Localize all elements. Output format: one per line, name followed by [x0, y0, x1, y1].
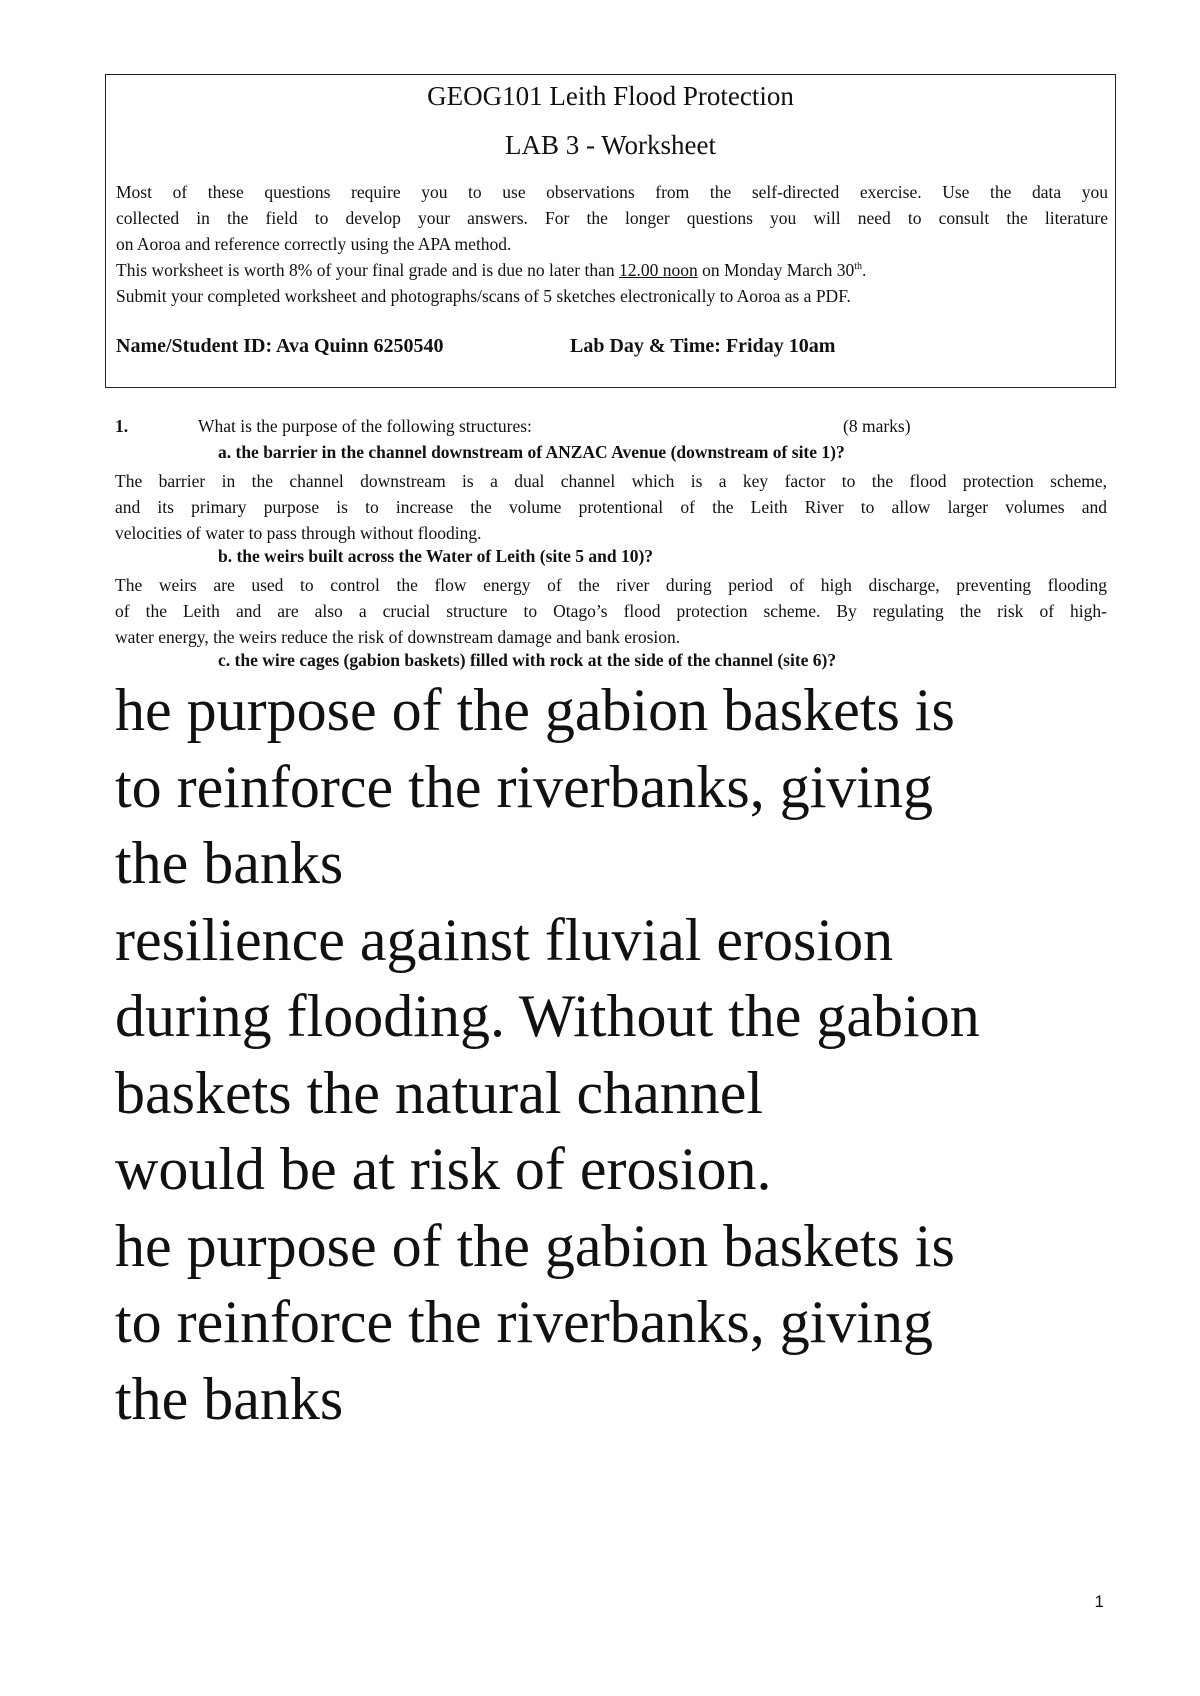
worksheet-subtitle: LAB 3 - Worksheet	[504, 130, 717, 160]
answer-line: velocities of water to pass through without flooding.	[115, 523, 482, 543]
sub-question-b: b. the weirs built across the Water of Leith (site 5 and 10)?	[218, 546, 654, 566]
answer-c-line: during flooding. Without the gabion	[115, 983, 980, 1049]
lab-day-time: Lab Day & Time: Friday 10am	[570, 335, 836, 357]
question-text: What is the purpose of the following structures:	[198, 416, 532, 436]
instructions-line: collected in the field to develop your answers. For the longer questions you will need to consult the literature	[116, 208, 1108, 228]
grade-notice-prefix: This worksheet is worth 8% of your final grade and is due no later than	[116, 260, 619, 280]
deadline-time: 12.00 noon	[619, 260, 698, 280]
answer-c-line: baskets the natural channel	[115, 1059, 764, 1126]
answer-c-line: would be at risk of erosion.	[115, 1136, 772, 1202]
answer-line: The weirs are used to control the flow energy of the river during period of high discharge, preventing flooding	[115, 575, 1107, 595]
answer-line: of the Leith and are also a crucial structure to Otago’s flood protection scheme. By regulating the risk of high-	[115, 601, 1107, 621]
grade-notice-suffix: on Monday March 30	[697, 260, 855, 280]
answer-c	[115, 672, 1115, 1437]
answer-line: and its primary purpose is to increase the volume protentional of the Leith River to allow larger volumes and	[115, 497, 1107, 517]
grade-notice	[116, 257, 1108, 283]
answer-c-line: to reinforce the riverbanks, giving	[115, 1289, 934, 1355]
answer-c-line: resilience against fluvial erosion	[115, 906, 894, 973]
question-number: 1.	[115, 416, 129, 436]
answer-c-line: he purpose of the gabion baskets is	[115, 677, 955, 743]
instructions-line: on Aoroa and reference correctly using the APA method.	[116, 234, 512, 254]
worksheet-header-box	[105, 74, 1116, 388]
instructions-paragraph	[116, 179, 1108, 257]
student-id: Name/Student ID: Ava Quinn 6250540	[116, 335, 444, 357]
question-marks: (8 marks)	[843, 416, 911, 436]
page-number: 1	[1094, 1592, 1104, 1611]
answer-c-line: the banks	[115, 1365, 344, 1432]
worksheet-title: GEOG101 Leith Flood Protection	[427, 81, 794, 111]
submission-notice: Submit your completed worksheet and photographs/scans of 5 sketches electronically to Aoroa as a PDF.	[116, 286, 851, 306]
answer-c-line: the banks	[115, 830, 344, 896]
answer-a	[115, 468, 1107, 546]
answer-line: water energy, the weirs reduce the risk of downstream damage and bank erosion.	[115, 627, 681, 647]
answer-c-line: to reinforce the riverbanks, giving	[115, 753, 934, 820]
grade-notice-end: .	[862, 260, 867, 280]
answer-line: The barrier in the channel downstream is a dual channel which is a key factor to the flood protection scheme,	[115, 471, 1107, 491]
answer-b	[115, 572, 1107, 650]
sub-question-a: a. the barrier in the channel downstream of ANZAC Avenue (downstream of site 1)?	[218, 442, 845, 462]
instructions-line: Most of these questions require you to use observations from the self-directed exercise. Use the data you	[116, 182, 1108, 202]
date-ordinal: th	[854, 261, 863, 273]
answer-c-line: he purpose of the gabion baskets is	[115, 1212, 955, 1279]
sub-question-c: c. the wire cages (gabion baskets) filled with rock at the side of the channel (site 6)?	[218, 650, 837, 670]
